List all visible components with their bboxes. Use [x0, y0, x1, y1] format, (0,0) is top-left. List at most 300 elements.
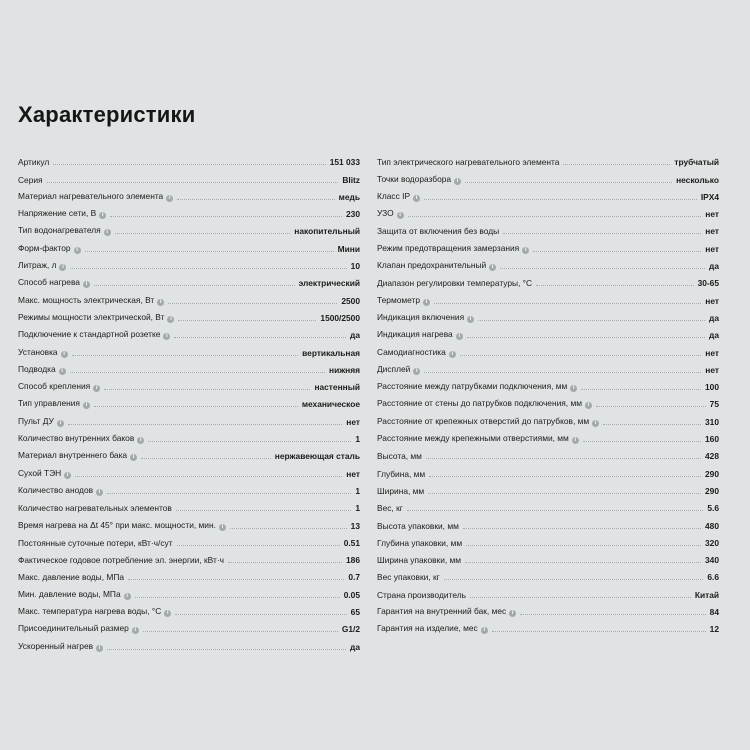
info-icon[interactable]: i [481, 627, 488, 634]
spec-value: да [709, 312, 719, 323]
spec-label [18, 208, 106, 219]
spec-row [377, 202, 719, 219]
spec-label [377, 398, 592, 409]
dotted-leader [583, 441, 701, 442]
spec-row [18, 306, 360, 323]
spec-value: 13 [350, 520, 360, 531]
spec-label [377, 555, 461, 565]
spec-row [18, 409, 360, 426]
spec-value: нержавеющая сталь [274, 451, 360, 462]
spec-label [18, 191, 173, 202]
spec-value: нет [705, 243, 719, 254]
spec-label-text: Способ нагрева [18, 277, 80, 288]
dotted-leader [492, 631, 706, 632]
dotted-leader [467, 337, 705, 338]
spec-value: 1 [355, 503, 360, 514]
spec-label [18, 329, 170, 340]
spec-label-text: Высота упаковки, мм [377, 520, 459, 531]
spec-value: нет [705, 347, 719, 358]
spec-label-text: Страна производитель [377, 589, 466, 600]
dotted-leader [70, 372, 325, 373]
dotted-leader [424, 372, 701, 373]
spec-label [18, 347, 68, 358]
spec-value: 1500/2500 [320, 312, 360, 323]
info-icon[interactable]: i [59, 368, 66, 375]
spec-value: 5.6 [707, 503, 719, 514]
dotted-leader [424, 199, 697, 200]
spec-label-text: Вес упаковки, кг [377, 572, 440, 583]
spec-row [377, 444, 719, 461]
spec-value: Китай [694, 589, 719, 600]
spec-value: нет [346, 468, 360, 479]
page-title: Характеристики [18, 102, 196, 127]
spec-label [377, 606, 516, 617]
spec-value: 1 [355, 434, 360, 445]
spec-value: 428 [705, 451, 719, 462]
spec-label [18, 277, 90, 288]
spec-value: накопительный [294, 226, 360, 237]
spec-label-text: Расстояние между крепежными отверстиями, мм [377, 433, 569, 444]
specs-column-left [18, 150, 360, 652]
dotted-leader [428, 493, 701, 494]
spec-label-text: Самодиагностика [377, 346, 446, 357]
spec-row [18, 358, 360, 375]
dotted-leader [53, 164, 325, 165]
spec-row [18, 392, 360, 409]
spec-row [377, 513, 719, 530]
spec-value: 1 [355, 485, 360, 496]
dotted-leader [426, 458, 701, 459]
spec-label-text: Макс. мощность электрическая, Вт [18, 294, 155, 305]
spec-row [18, 548, 360, 565]
spec-value: G1/2 [341, 624, 360, 635]
spec-row [18, 150, 360, 167]
info-icon[interactable]: i [489, 264, 496, 271]
spec-label [377, 521, 459, 531]
spec-row [18, 271, 360, 288]
spec-value: да [350, 330, 360, 341]
dotted-leader [429, 476, 701, 477]
spec-value: нижняя [329, 364, 360, 375]
spec-value: 0.51 [343, 537, 360, 548]
info-icon[interactable]: i [104, 229, 111, 236]
spec-row [377, 185, 719, 202]
spec-label [377, 486, 424, 496]
spec-row [377, 340, 719, 357]
spec-label-text: Форм-фактор [18, 242, 71, 253]
dotted-leader [115, 233, 291, 234]
dotted-leader [94, 285, 295, 286]
spec-label-text: Расстояние между патрубками подключения, мм [377, 381, 568, 392]
spec-row [377, 392, 719, 409]
spec-label [18, 538, 173, 548]
dotted-leader [107, 649, 346, 650]
dotted-leader [177, 545, 340, 546]
spec-label-text: Индикация включения [377, 311, 465, 322]
spec-label [18, 398, 90, 409]
spec-value: 290 [705, 468, 719, 479]
spec-label [377, 503, 403, 513]
spec-row [18, 582, 360, 599]
spec-label-text: Класс IP [377, 190, 411, 201]
info-icon[interactable]: i [130, 454, 137, 461]
info-icon[interactable]: i [397, 212, 404, 219]
spec-value: нет [705, 209, 719, 220]
spec-label-text: Серия [18, 174, 43, 185]
info-icon[interactable]: i [467, 316, 474, 323]
spec-label [18, 572, 124, 582]
spec-value: да [709, 330, 719, 341]
spec-label-text: УЗО [377, 208, 394, 219]
spec-value: Мини [337, 243, 360, 254]
spec-label-text: Фактическое годовое потребление эл. энергии, кВт·ч [18, 555, 224, 566]
spec-label [18, 503, 172, 513]
spec-label-text: Расстояние от стены до патрубков подключения, мм [377, 398, 582, 409]
spec-label [18, 295, 164, 306]
spec-value: нет [705, 226, 719, 237]
spec-row [18, 323, 360, 340]
dotted-leader [85, 251, 334, 252]
info-icon[interactable]: i [163, 333, 170, 340]
spec-label-text: Диапазон регулировки температуры, °С [377, 278, 533, 289]
spec-label [377, 278, 532, 288]
spec-row [18, 236, 360, 253]
spec-value: медь [338, 191, 360, 202]
info-icon[interactable]: i [167, 316, 174, 323]
spec-label-text: Макс. температура нагрева воды, °С [18, 606, 162, 617]
info-icon[interactable]: i [449, 351, 456, 358]
dotted-leader [563, 164, 670, 165]
spec-label-text: Мин. давление воды, МПа [18, 588, 121, 599]
info-icon[interactable]: i [413, 368, 420, 375]
spec-label-text: Режим предотвращения замерзания [377, 242, 520, 253]
spec-row [18, 496, 360, 513]
spec-label-text: Установка [18, 346, 58, 357]
dotted-leader [175, 614, 346, 615]
spec-value: нет [705, 364, 719, 375]
dotted-leader [465, 182, 672, 183]
spec-value: да [350, 641, 360, 652]
spec-label [377, 191, 420, 202]
spec-row [377, 375, 719, 392]
info-icon[interactable]: i [509, 610, 516, 617]
spec-label-text: Точки водоразбора [377, 173, 452, 184]
spec-row [18, 617, 360, 634]
dotted-leader [141, 458, 271, 459]
dotted-leader [581, 389, 701, 390]
spec-label [377, 312, 474, 323]
spec-value: 160 [705, 434, 719, 445]
info-icon[interactable]: i [572, 437, 579, 444]
spec-value: 6.6 [707, 572, 719, 583]
info-icon[interactable]: i [454, 178, 461, 185]
spec-label [377, 469, 425, 479]
info-icon[interactable]: i [219, 524, 226, 531]
spec-label [377, 260, 496, 271]
spec-label-text: Пульт ДУ [18, 415, 54, 426]
info-icon[interactable]: i [124, 593, 131, 600]
spec-label [377, 364, 420, 375]
dotted-leader [107, 493, 351, 494]
spec-label-text: Индикация нагрева [377, 329, 453, 340]
spec-label-text: Артикул [18, 157, 50, 168]
dotted-leader [230, 528, 347, 529]
spec-label [18, 157, 49, 167]
info-icon[interactable]: i [585, 402, 592, 409]
spec-label-text: Термометр [377, 294, 421, 305]
spec-row [18, 167, 360, 184]
spec-label [18, 555, 224, 565]
spec-row [377, 565, 719, 582]
spec-label [18, 450, 137, 461]
spec-label [18, 225, 111, 236]
dotted-leader [128, 579, 344, 580]
spec-value: Blitz [342, 174, 360, 185]
info-icon[interactable]: i [157, 299, 164, 306]
dotted-leader [70, 268, 346, 269]
spec-value: 186 [346, 555, 360, 566]
spec-label-text: Дисплей [377, 363, 411, 374]
spec-row [377, 582, 719, 599]
spec-label-text: Способ крепления [18, 381, 91, 392]
spec-label-text: Тип водонагревателя [18, 225, 101, 236]
dotted-leader [135, 597, 340, 598]
spec-label-text: Вес, кг [377, 503, 403, 514]
spec-label-text: Глубина, мм [377, 468, 426, 479]
dotted-leader [110, 216, 342, 217]
dotted-leader [536, 285, 694, 286]
dotted-leader [176, 510, 351, 511]
info-icon[interactable]: i [522, 247, 529, 254]
dotted-leader [47, 182, 339, 183]
spec-label-text: Гарантия на внутренний бак, мес [377, 606, 507, 617]
spec-label-text: Сухой ТЭН [18, 467, 62, 478]
spec-label-text: Время нагрева на Δt 45° при макс. мощности, мин. [18, 519, 216, 530]
spec-label [377, 623, 488, 634]
spec-row [377, 496, 719, 513]
spec-label [377, 226, 499, 236]
spec-label [377, 451, 422, 461]
spec-row [377, 358, 719, 375]
spec-row [18, 565, 360, 582]
spec-label-text: Макс. давление воды, МПа [18, 572, 125, 583]
spec-row [377, 150, 719, 167]
spec-row [18, 288, 360, 305]
info-icon[interactable]: i [57, 420, 64, 427]
spec-label-text: Подключение к стандартной розетке [18, 329, 161, 340]
info-icon[interactable]: i [99, 212, 106, 219]
spec-label [18, 381, 100, 392]
spec-row [377, 323, 719, 340]
spec-value: настенный [314, 382, 360, 393]
spec-label-text: Ускоренный нагрев [18, 640, 94, 651]
dotted-leader [466, 545, 701, 546]
spec-value: 75 [709, 399, 719, 410]
spec-value: электрический [298, 278, 360, 289]
spec-label-text: Количество внутренних баков [18, 433, 135, 444]
spec-value: 84 [709, 607, 719, 618]
info-icon[interactable]: i [96, 489, 103, 496]
spec-value: 320 [705, 537, 719, 548]
spec-label-text: Ширина упаковки, мм [377, 555, 462, 566]
spec-label-text: Количество нагревательных элементов [18, 503, 172, 514]
dotted-leader [407, 510, 704, 511]
info-icon[interactable]: i [166, 195, 173, 202]
spec-row [377, 236, 719, 253]
info-icon[interactable]: i [83, 402, 90, 409]
spec-label-text: Литраж, л [18, 260, 57, 271]
dotted-leader [520, 614, 705, 615]
spec-row [377, 288, 719, 305]
spec-label-text: Глубина упаковки, мм [377, 537, 463, 548]
spec-label-text: Количество анодов [18, 484, 94, 495]
info-icon[interactable]: i [83, 281, 90, 288]
spec-label [18, 260, 66, 271]
spec-label-text: Материал нагревательного элемента [18, 190, 164, 201]
spec-row [18, 427, 360, 444]
info-icon[interactable]: i [64, 472, 71, 479]
dotted-leader [463, 528, 701, 529]
info-icon[interactable]: i [423, 299, 430, 306]
spec-label [18, 364, 66, 375]
dotted-leader [465, 562, 701, 563]
spec-row [18, 444, 360, 461]
spec-row [377, 461, 719, 478]
spec-row [377, 548, 719, 565]
dotted-leader [94, 406, 298, 407]
spec-row [18, 254, 360, 271]
info-icon[interactable]: i [61, 351, 68, 358]
info-icon[interactable]: i [570, 385, 577, 392]
spec-value: 290 [705, 485, 719, 496]
dotted-leader [503, 233, 701, 234]
specs-column-right [377, 150, 719, 634]
spec-row [18, 513, 360, 530]
spec-label [377, 174, 461, 185]
spec-value: 10 [350, 261, 360, 272]
spec-label [377, 329, 463, 340]
spec-value: 0.05 [343, 589, 360, 600]
spec-value: нет [346, 416, 360, 427]
spec-label [18, 623, 139, 634]
dotted-leader [444, 579, 704, 580]
spec-label-text: Подводка [18, 363, 56, 374]
spec-row [377, 167, 719, 184]
spec-label [377, 433, 579, 444]
dotted-leader [500, 268, 705, 269]
info-icon[interactable]: i [132, 627, 139, 634]
spec-label [377, 381, 577, 392]
spec-label [377, 416, 599, 427]
dotted-leader [68, 424, 342, 425]
dotted-leader [460, 355, 701, 356]
dotted-leader [470, 597, 691, 598]
dotted-leader [596, 406, 706, 407]
spec-label-text: Напряжение сети, В [18, 208, 97, 219]
spec-label [377, 157, 559, 167]
spec-label [377, 243, 529, 254]
spec-label [377, 590, 466, 600]
spec-row [377, 617, 719, 634]
spec-label [18, 520, 226, 531]
spec-row [377, 600, 719, 617]
spec-row [377, 271, 719, 288]
spec-row [18, 185, 360, 202]
spec-label-text: Режимы мощности электрической, Вт [18, 311, 165, 322]
info-icon[interactable]: i [96, 645, 103, 652]
spec-value: 480 [705, 520, 719, 531]
spec-label [377, 572, 440, 582]
spec-label [18, 243, 81, 254]
spec-value: нет [705, 295, 719, 306]
spec-value: да [709, 261, 719, 272]
spec-row [18, 340, 360, 357]
spec-value: несколько [676, 174, 719, 185]
spec-label [18, 433, 144, 444]
info-icon[interactable]: i [137, 437, 144, 444]
spec-row [377, 219, 719, 236]
spec-row [377, 479, 719, 496]
info-icon[interactable]: i [164, 610, 171, 617]
spec-label-text: Материал внутреннего бака [18, 450, 128, 461]
spec-label [377, 347, 456, 358]
spec-label [18, 468, 71, 479]
spec-label [377, 538, 462, 548]
info-icon[interactable]: i [413, 195, 420, 202]
spec-label [18, 641, 103, 652]
spec-label-text: Ширина, мм [377, 485, 425, 496]
dotted-leader [177, 199, 334, 200]
spec-label-text: Клапан предохранительный [377, 260, 487, 271]
spec-label-text: Гарантия на изделие, мес [377, 623, 478, 634]
spec-label-text: Постоянные суточные потери, кВт·ч/сут [18, 537, 173, 548]
spec-row [18, 531, 360, 548]
spec-label-text: Защита от включения без воды [377, 226, 500, 237]
info-icon[interactable]: i [74, 247, 81, 254]
info-icon[interactable]: i [456, 333, 463, 340]
spec-value: 100 [705, 382, 719, 393]
spec-row [18, 479, 360, 496]
spec-value: 30-65 [697, 278, 719, 289]
spec-value: трубчатый [674, 157, 719, 168]
info-icon[interactable]: i [592, 420, 599, 427]
spec-label [18, 416, 64, 427]
spec-value: 310 [705, 416, 719, 427]
dotted-leader [104, 389, 310, 390]
dotted-leader [148, 441, 351, 442]
spec-label [18, 589, 131, 600]
dotted-leader [408, 216, 702, 217]
spec-value: 151 033 [329, 157, 360, 168]
info-icon[interactable]: i [59, 264, 66, 271]
info-icon[interactable]: i [93, 385, 100, 392]
spec-row [377, 306, 719, 323]
spec-value: 12 [709, 624, 719, 635]
spec-label [377, 295, 430, 306]
spec-label-text: Расстояние от крепежных отверстий до патрубков, мм [377, 415, 590, 426]
spec-row [18, 600, 360, 617]
spec-row [18, 461, 360, 478]
spec-label [377, 208, 404, 219]
spec-value: вертикальная [302, 347, 360, 358]
spec-value: механическое [301, 399, 360, 410]
spec-row [377, 531, 719, 548]
dotted-leader [434, 303, 701, 304]
dotted-leader [72, 355, 299, 356]
dotted-leader [603, 424, 701, 425]
spec-label-text: Тип управления [18, 398, 80, 409]
dotted-leader [178, 320, 316, 321]
